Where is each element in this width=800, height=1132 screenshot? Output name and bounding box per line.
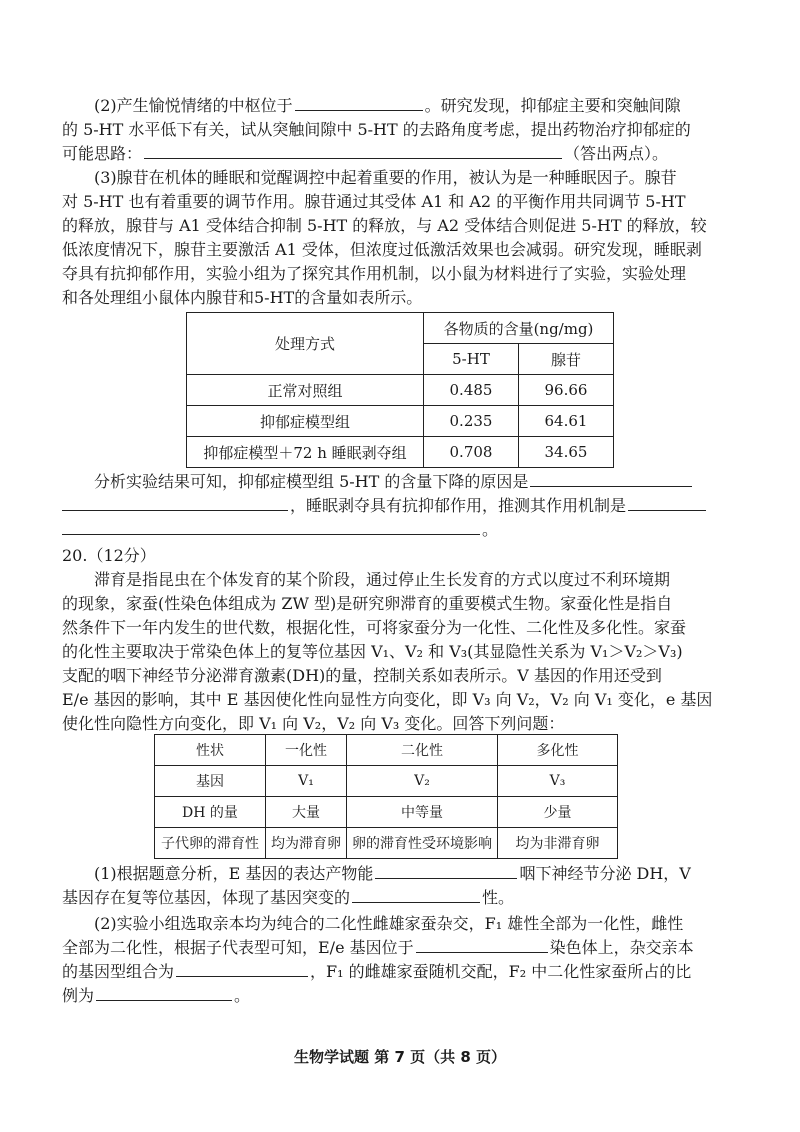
q20-line: 然条件下一年内发生的世代数，根据化性，可将家蚕分为一化性、二化性及多化性。家蚕: [62, 618, 687, 637]
q20-line: 的现象，家蚕(性染色体组成为 ZW 型)是研究卵滞育的重要模式生物。家蚕化性是指自: [62, 594, 673, 613]
cell-adenosine: 96.66: [519, 375, 614, 406]
q20-2-text-c: 的基因型组合为: [62, 962, 175, 981]
q20-2-text-d: ，F₁ 的雌雄家蚕随机交配，F₂ 中二化性家蚕所占的比: [310, 962, 692, 981]
q20-2-line-1: (2)实验小组选取亲本均为纯合的二化性雌雄家蚕杂交，F₁ 雄性全部为一化性，雌性: [94, 914, 684, 933]
answer-blank[interactable]: [628, 494, 706, 511]
header-bivoltine: 二化性: [347, 735, 498, 766]
q3-line: (3)腺苷在机体的睡眠和觉醒调控中起着重要的作用，被认为是一种睡眠因子。腺苷: [94, 168, 677, 187]
header-adenosine: 腺苷: [519, 344, 614, 375]
header-5ht: 5-HT: [424, 344, 519, 375]
q2-line-1: [62, 94, 738, 118]
question-20: [62, 544, 738, 736]
q20-1-text-a: (1)根据题意分析，E 基因的表达产物能: [94, 864, 374, 883]
cell-method: 抑郁症模型组: [187, 406, 424, 437]
answer-blank[interactable]: [176, 960, 308, 977]
q2-line-3: [62, 142, 738, 166]
analysis: [62, 470, 738, 542]
q20-1-text-c: 基因存在复等位基因，体现了基因突变的: [62, 888, 351, 907]
header-multivoltine: 多化性: [498, 735, 618, 766]
q2-line-2: 的 5-HT 水平低下有关，试从突触间隙中 5-HT 的去路角度考虑，提出药物治疗抑郁症的: [62, 120, 691, 139]
cell-adenosine: 34.65: [519, 437, 614, 468]
q2-text-c: 可能思路：: [62, 144, 143, 163]
cell-method: 正常对照组: [187, 375, 424, 406]
cell-method: 抑郁症模型＋72 h 睡眠剥夺组: [187, 437, 424, 468]
table-row: [187, 406, 614, 437]
q20-line: 滞育是指昆虫在个体发育的某个阶段，通过停止生长发育的方式以度过不利环境期: [94, 570, 671, 589]
q20-2-line-4: [62, 984, 738, 1008]
q2-text-d: （答出两点）。: [564, 144, 669, 163]
q3-line: 低浓度情况下，腺苷主要激活 A1 受体，但浓度过低激活效果也会减弱。研究发现，睡眠剥: [62, 240, 702, 259]
cell-5ht: 0.485: [424, 375, 519, 406]
table-row: [155, 828, 618, 859]
answer-blank[interactable]: [62, 494, 288, 511]
row-label: 基因: [155, 766, 266, 797]
analysis-text-3: 。: [482, 520, 499, 539]
q20-line: 使化性向隐性方向变化，即 V₁ 向 V₂，V₂ 向 V₃ 变化。回答下列问题：: [62, 714, 565, 733]
q3-line: 夺具有抗抑郁作用，实验小组为了探究其作用机制，以小鼠为材料进行了实验，实验处理: [62, 264, 687, 283]
q3-line: 对 5-HT 也有着重要的调节作用。腺苷通过其受体 A1 和 A2 的平衡作用共同调节 5-HT: [62, 192, 686, 211]
q20-2-text-f: 。: [234, 986, 251, 1005]
header-method: 处理方式: [187, 313, 424, 375]
q20-line: 支配的咽下神经节分泌滞育激素(DH)的量，控制关系如表所示。V 基因的作用还受到: [62, 666, 662, 685]
q20-line: 的化性主要取决于常染色体上的复等位基因 V₁、V₂ 和 V₃(其显隐性关系为 V₁＞V₂＞V₃): [62, 642, 683, 661]
q20-1-line-2: [62, 886, 738, 910]
answer-blank[interactable]: [416, 936, 548, 953]
q20-2-text-b: 染色体上，杂交亲本: [549, 938, 694, 957]
cell-5ht: 0.708: [424, 437, 519, 468]
q3-line: 的释放，腺苷与 A1 受体结合抑制 5-HT 的释放，与 A2 受体结合则促进 5-HT 的释放，较: [62, 216, 707, 235]
q20-2-line-3: [62, 960, 738, 984]
answer-blank[interactable]: [62, 518, 480, 535]
table-cell: 大量: [266, 797, 347, 828]
answer-blank[interactable]: [352, 886, 480, 903]
page-footer: 生物学试题 第 7 页（共 8 页）: [294, 1048, 506, 1066]
q20-2-line-2: [62, 936, 738, 960]
analysis-line-2: [62, 494, 738, 518]
answer-blank[interactable]: [96, 984, 232, 1001]
table-row: [187, 437, 614, 468]
q20-line: E/e 基因的影响，其中 E 基因使化性向显性方向变化，即 V₃ 向 V₂，V₂ 向 V₁ 变化，e 基因: [62, 690, 713, 709]
q20-2-text-e: 例为: [62, 986, 95, 1005]
table-cell: 少量: [498, 797, 618, 828]
answer-blank[interactable]: [530, 470, 692, 487]
question-3: [62, 166, 738, 310]
answer-blank[interactable]: [375, 862, 517, 879]
q20-1-text-b: 咽下神经节分泌 DH，V: [519, 864, 691, 883]
analysis-text-2: ，睡眠剥夺具有抗抑郁作用，推测其作用机制是: [290, 496, 627, 515]
question-20-1: [62, 862, 738, 910]
question-number: 20.（12分）: [62, 546, 156, 565]
analysis-line-3: [62, 518, 738, 542]
q20-1-line-1: [62, 862, 738, 886]
q3-line: 和各处理组小鼠体内腺苷和5-HT的含量如表所示。: [62, 288, 423, 307]
table-cell: V₂: [347, 766, 498, 797]
row-label: 子代卵的滞育性: [155, 828, 266, 859]
table-row: [155, 797, 618, 828]
answer-blank[interactable]: [295, 94, 423, 111]
header-trait: 性状: [155, 735, 266, 766]
analysis-text-1: 分析实验结果可知，抑郁症模型组 5-HT 的含量下降的原因是: [94, 472, 529, 491]
q2-text-b: 。研究发现，抑郁症主要和突触间隙: [424, 96, 681, 115]
q20-2-text-a: 全部为二化性，根据子代表型可知，E/e 基因位于: [62, 938, 414, 957]
table-cell: 均为非滞育卵: [498, 828, 618, 859]
table-cell: 中等量: [347, 797, 498, 828]
answer-blank[interactable]: [144, 142, 562, 159]
table-cell: V₃: [498, 766, 618, 797]
cell-5ht: 0.235: [424, 406, 519, 437]
table-cell: 卵的滞育性受环境影响: [347, 828, 498, 859]
header-univoltine: 一化性: [266, 735, 347, 766]
q20-1-text-d: 性。: [482, 888, 515, 907]
question-20-2: [62, 912, 738, 1008]
cell-adenosine: 64.61: [519, 406, 614, 437]
table-row: [155, 766, 618, 797]
table-cell: 均为滞育卵: [266, 828, 347, 859]
row-label: DH 的量: [155, 797, 266, 828]
analysis-line-1: [62, 470, 738, 494]
q2-text-a: (2)产生愉悦情绪的中枢位于: [94, 96, 293, 115]
header-content: 各物质的含量(ng/mg): [424, 313, 614, 344]
question-2: [62, 94, 738, 166]
table-cell: V₁: [266, 766, 347, 797]
trait-table: [154, 734, 618, 859]
content-table: [186, 312, 614, 468]
table-row: [187, 375, 614, 406]
